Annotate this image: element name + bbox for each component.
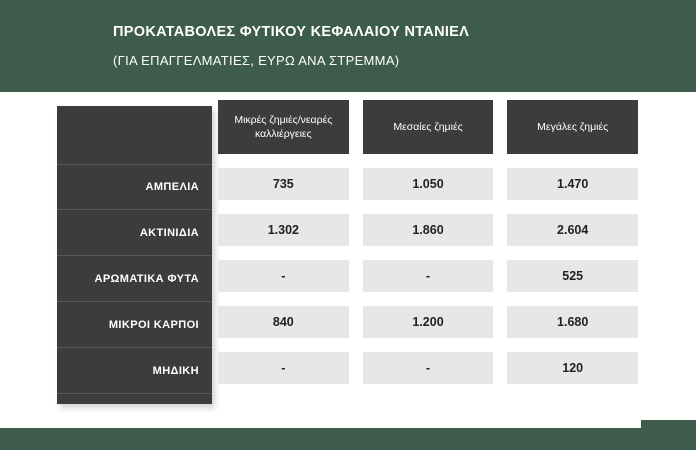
table-body xyxy=(218,168,638,384)
header-band xyxy=(0,0,696,92)
list-item xyxy=(57,302,212,348)
header-text-block xyxy=(113,22,633,70)
table-row xyxy=(218,168,638,200)
data-table xyxy=(218,100,638,398)
table-cell: 1.680 xyxy=(507,306,638,338)
table-cell: - xyxy=(218,260,349,292)
table-cell: 1.860 xyxy=(363,214,494,246)
table-cell: 525 xyxy=(507,260,638,292)
table-cell: 2.604 xyxy=(507,214,638,246)
list-item xyxy=(57,348,212,394)
row-label-list xyxy=(57,164,212,394)
row-label: ΜΙΚΡΟΙ ΚΑΡΠΟΙ xyxy=(108,318,199,331)
footer-band xyxy=(0,428,696,450)
list-item xyxy=(57,164,212,210)
column-header: Μικρές ζημιές/νεαρές καλλιέργειες xyxy=(218,100,349,154)
table-row xyxy=(218,214,638,246)
table-cell: 735 xyxy=(218,168,349,200)
table-cell: - xyxy=(363,260,494,292)
row-label: ΑΜΠΕΛΙΑ xyxy=(145,181,199,193)
table-column-headers xyxy=(218,100,638,154)
table-row xyxy=(218,306,638,338)
column-header: Μεσαίες ζημιές xyxy=(363,100,494,154)
row-label: ΑΡΩΜΑΤΙΚΑ ΦΥΤΑ xyxy=(94,272,199,285)
table-cell: 1.050 xyxy=(363,168,494,200)
list-item xyxy=(57,256,212,302)
row-label: ΜΗΔΙΚΗ xyxy=(152,364,199,377)
table-cell: 1.470 xyxy=(507,168,638,200)
table-cell: - xyxy=(363,352,494,384)
table-row xyxy=(218,260,638,292)
page-subtitle: (ΓΙΑ ΕΠΑΓΓΕΛΜΑΤΙΕΣ, ΕΥΡΩ ΑΝΑ ΣΤΡΕΜΜΑ) xyxy=(113,53,400,68)
table-cell: 1.302 xyxy=(218,214,349,246)
table-cell: 840 xyxy=(218,306,349,338)
row-label-panel xyxy=(57,106,212,404)
footer-accent-bar xyxy=(641,420,696,428)
list-item xyxy=(57,210,212,256)
table-row xyxy=(218,352,638,384)
row-label: ΑΚΤΙΝΙΔΙΑ xyxy=(139,226,199,239)
table-cell: 120 xyxy=(507,352,638,384)
table-cell: - xyxy=(218,352,349,384)
column-header: Μεγάλες ζημιές xyxy=(507,100,638,154)
page-title: ΠΡΟΚΑΤΑΒΟΛΕΣ ΦΥΤΙΚΟΥ ΚΕΦΑΛΑΙΟΥ ΝΤΑΝΙΕΛ xyxy=(113,24,470,40)
table-cell: 1.200 xyxy=(363,306,494,338)
